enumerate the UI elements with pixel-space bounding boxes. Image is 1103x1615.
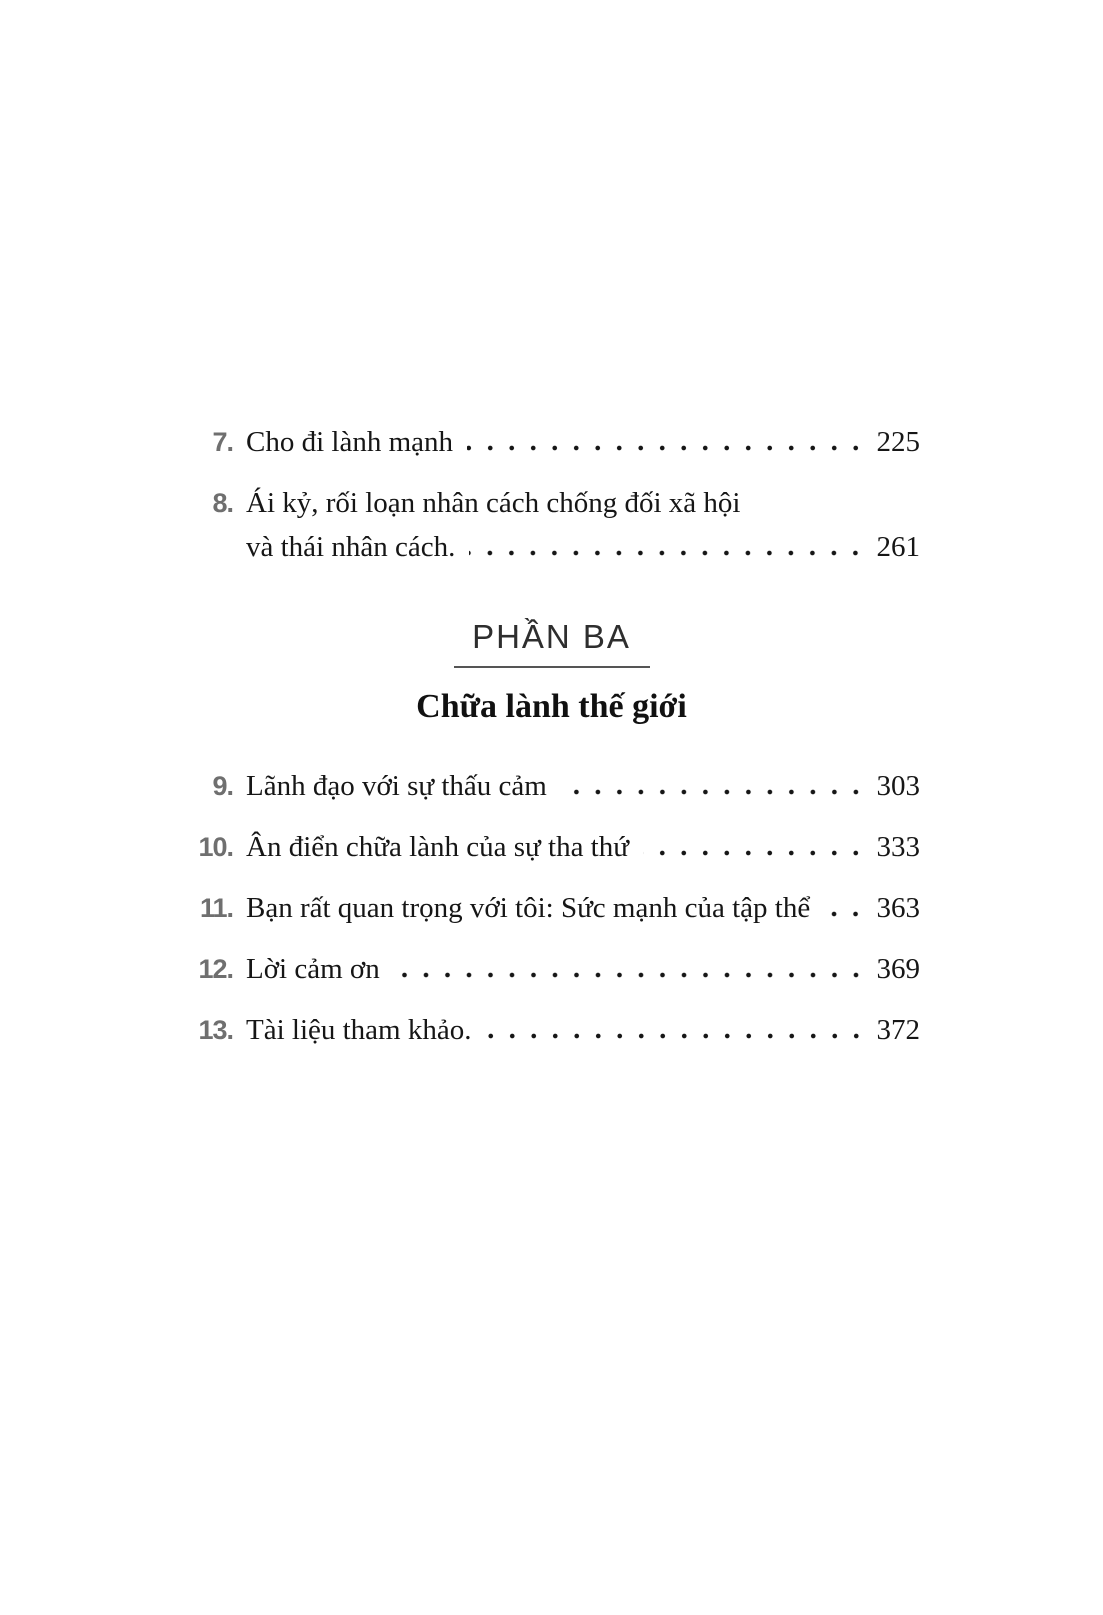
toc-entry-line-1 [183,825,920,869]
dot-leader [469,550,866,556]
toc-entry [183,764,920,808]
toc-entry [183,886,920,930]
dot-leader [561,789,867,795]
dot-leader [394,972,867,978]
section-heading [183,617,920,730]
toc-entry-number: 13. [198,1015,233,1045]
section-kicker: PHẦN BA [472,618,631,655]
toc-entry-title: Lời cảm ơn [246,953,380,985]
toc-entry-line-1 [183,1008,920,1052]
toc-entry-page: 261 [876,531,920,563]
toc-entry-line-1 [183,764,920,808]
toc-entry-title: Ái kỷ, rối loạn nhân cách chống đối xã hội [246,487,741,519]
dot-leader [467,445,866,451]
dot-leader [643,850,867,856]
toc-entry-number: 7. [212,427,233,457]
toc-entry-page: 363 [876,892,920,924]
toc-entry-line-1 [183,481,920,525]
toc-entry [183,947,920,991]
toc-entry-title: Cho đi lành mạnh [246,426,454,458]
toc-entry [183,481,920,569]
toc-list-after-heading [183,764,920,1052]
toc-entry [183,825,920,869]
toc-entry-number: 8. [212,488,233,518]
dot-leader [824,911,866,917]
toc-entry-number: 10. [198,832,233,862]
toc-entry-title: Lãnh đạo với sự thấu cảm [246,770,547,802]
toc-entry-page: 303 [876,770,920,802]
toc-entry-number: 11. [199,893,233,923]
toc-entry-line-1 [183,420,920,464]
toc-entry [183,1008,920,1052]
table-of-contents [183,0,920,1052]
toc-entry-title: Bạn rất quan trọng với tôi: Sức mạnh của tập thể [246,892,811,924]
toc-entry-title: Tài liệu tham khảo. [246,1014,472,1046]
toc-entry-number: 9. [212,771,233,801]
section-divider [454,666,650,668]
toc-entry-title-continued: và thái nhân cách. [246,531,456,563]
toc-entry-line-1 [183,886,920,930]
section-title: Chữa lành thế giới [416,688,687,725]
toc-entry-page: 333 [876,831,920,863]
toc-entry-page: 369 [876,953,920,985]
toc-entry-page: 372 [876,1014,920,1046]
toc-entry-page: 225 [876,426,920,458]
toc-entry-title: Ân điển chữa lành của sự tha thứ [246,831,629,863]
toc-entry-line-2 [183,525,920,569]
toc-entry-number: 12. [198,954,233,984]
dot-leader [486,1033,867,1039]
toc-list-before-heading [183,420,920,569]
toc-entry-line-1 [183,947,920,991]
toc-entry [183,420,920,464]
